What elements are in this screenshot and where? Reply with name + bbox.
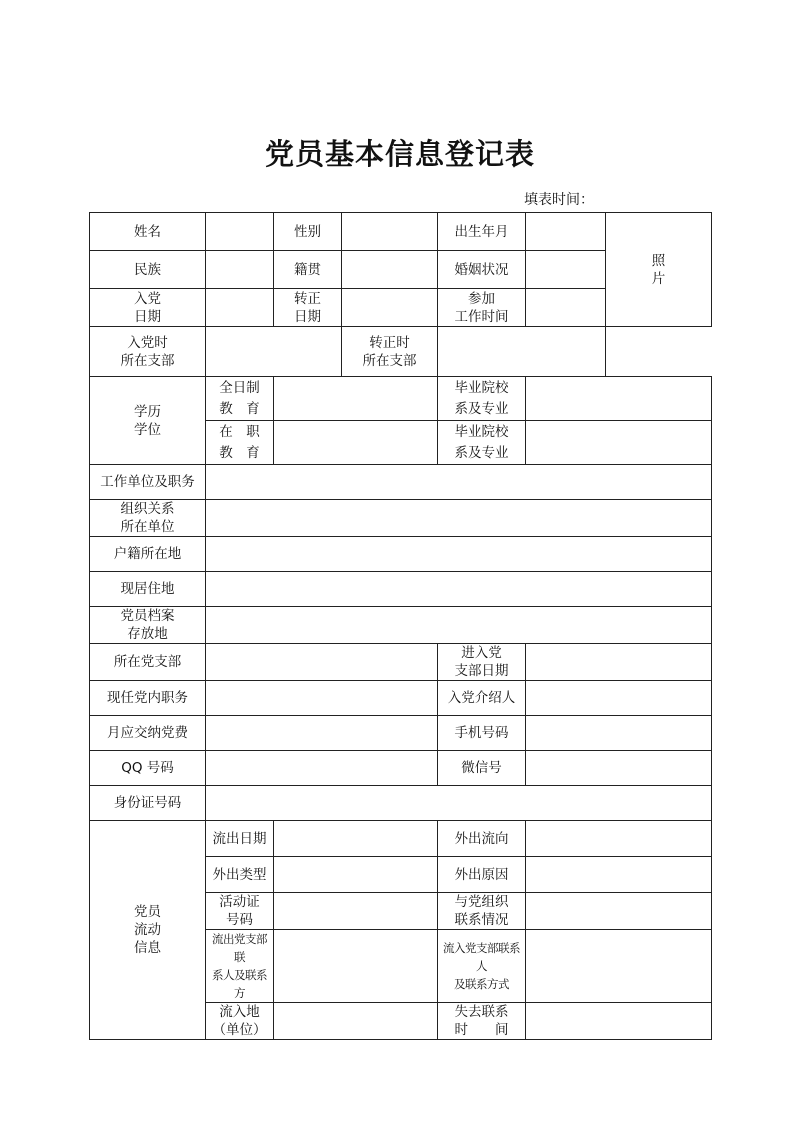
- table-row: [90, 821, 712, 857]
- registration-form: [89, 212, 711, 1040]
- member-info-table: [89, 212, 712, 1040]
- out-contact-label: 流出党支部联 系人及联系方: [206, 930, 274, 1003]
- out-type-field[interactable]: [274, 857, 438, 893]
- out-direction-field[interactable]: [526, 821, 712, 857]
- out-reason-field[interactable]: [526, 857, 712, 893]
- employer-position-field[interactable]: [206, 465, 712, 500]
- formal-date-field[interactable]: [342, 289, 438, 327]
- out-date-label: 流出日期: [206, 821, 274, 857]
- household-field[interactable]: [206, 537, 712, 572]
- residence-label: 现居住地: [90, 572, 206, 607]
- ethnicity-label: 民族: [90, 251, 206, 289]
- dues-field[interactable]: [206, 716, 438, 751]
- marital-field[interactable]: [526, 251, 606, 289]
- household-label: 户籍所在地: [90, 537, 206, 572]
- join-date-field[interactable]: [206, 289, 274, 327]
- out-date-field[interactable]: [274, 821, 438, 857]
- in-place-label: 流入地 （单位）: [206, 1003, 274, 1040]
- in-contact-label: 流入党支部联系人 及联系方式: [438, 930, 526, 1003]
- in-place-field[interactable]: [274, 1003, 438, 1040]
- phone-label: 手机号码: [438, 716, 526, 751]
- marital-label: 婚姻状况: [438, 251, 526, 289]
- qq-field[interactable]: [206, 751, 438, 786]
- id-number-label: 身份证号码: [90, 786, 206, 821]
- table-row: [90, 607, 712, 644]
- join-date-label: 入党 日期: [90, 289, 206, 327]
- party-contact-label: 与党组织 联系情况: [438, 893, 526, 930]
- table-row: [90, 213, 712, 251]
- phone-field[interactable]: [526, 716, 712, 751]
- table-row: [90, 500, 712, 537]
- org-unit-field[interactable]: [206, 500, 712, 537]
- activity-cert-field[interactable]: [274, 893, 438, 930]
- work-start-field[interactable]: [526, 289, 606, 327]
- photo-box[interactable]: [606, 213, 712, 327]
- formal-branch-field[interactable]: [438, 327, 606, 377]
- activity-cert-label: 活动证 号码: [206, 893, 274, 930]
- native-place-field[interactable]: [342, 251, 438, 289]
- org-unit-label: 组织关系 所在单位: [90, 500, 206, 537]
- table-row: [90, 537, 712, 572]
- out-direction-label: 外出流向: [438, 821, 526, 857]
- party-post-label: 现任党内职务: [90, 681, 206, 716]
- lost-contact-label: 失去联系 时 间: [438, 1003, 526, 1040]
- photo-label-1: 照: [651, 252, 666, 269]
- party-contact-field[interactable]: [526, 893, 712, 930]
- inservice-edu-field[interactable]: [274, 421, 438, 465]
- work-start-label: 参加 工作时间: [438, 289, 526, 327]
- residence-field[interactable]: [206, 572, 712, 607]
- branch-entry-field[interactable]: [526, 644, 712, 681]
- table-row: [90, 572, 712, 607]
- inservice-school-field[interactable]: [526, 421, 712, 465]
- party-post-field[interactable]: [206, 681, 438, 716]
- wechat-field[interactable]: [526, 751, 712, 786]
- in-contact-field[interactable]: [526, 930, 712, 1003]
- wechat-label: 微信号: [438, 751, 526, 786]
- education-label: 学历 学位: [90, 377, 206, 465]
- table-row: [90, 751, 712, 786]
- table-row: [90, 681, 712, 716]
- table-row: [90, 377, 712, 421]
- table-row: [90, 327, 712, 377]
- table-row: [90, 786, 712, 821]
- fulltime-edu-field[interactable]: [274, 377, 438, 421]
- native-place-label: 籍贯: [274, 251, 342, 289]
- fulltime-school-label: 毕业院校 系及专业: [438, 377, 526, 421]
- id-number-field[interactable]: [206, 786, 712, 821]
- qq-label: QQ 号码: [90, 751, 206, 786]
- fulltime-school-field[interactable]: [526, 377, 712, 421]
- join-branch-label: 入党时 所在支部: [90, 327, 206, 377]
- archive-label: 党员档案 存放地: [90, 607, 206, 644]
- inservice-edu-label: 在 职 教 育: [206, 421, 274, 465]
- dues-label: 月应交纳党费: [90, 716, 206, 751]
- branch-field[interactable]: [206, 644, 438, 681]
- page-title: 党员基本信息登记表: [264, 137, 535, 171]
- formal-date-label: 转正 日期: [274, 289, 342, 327]
- formal-branch-label: 转正时 所在支部: [342, 327, 438, 377]
- join-branch-field[interactable]: [206, 327, 342, 377]
- mobility-label: 党员 流动 信息: [90, 821, 206, 1040]
- birth-field[interactable]: [526, 213, 606, 251]
- photo-label-2: 片: [651, 270, 666, 287]
- gender-field[interactable]: [342, 213, 438, 251]
- name-field[interactable]: [206, 213, 274, 251]
- branch-entry-label: 进入党 支部日期: [438, 644, 526, 681]
- lost-contact-field[interactable]: [526, 1003, 712, 1040]
- branch-label: 所在党支部: [90, 644, 206, 681]
- table-row: [90, 465, 712, 500]
- introducer-label: 入党介绍人: [438, 681, 526, 716]
- ethnicity-field[interactable]: [206, 251, 274, 289]
- out-reason-label: 外出原因: [438, 857, 526, 893]
- employer-position-label: 工作单位及职务: [90, 465, 206, 500]
- name-label: 姓名: [90, 213, 206, 251]
- blank-cell: [606, 327, 712, 377]
- introducer-field[interactable]: [526, 681, 712, 716]
- out-type-label: 外出类型: [206, 857, 274, 893]
- table-row: [90, 716, 712, 751]
- out-contact-field[interactable]: [274, 930, 438, 1003]
- fulltime-edu-label: 全日制 教 育: [206, 377, 274, 421]
- birth-label: 出生年月: [438, 213, 526, 251]
- fill-date-label: 填表时间：: [524, 192, 594, 208]
- gender-label: 性别: [274, 213, 342, 251]
- archive-field[interactable]: [206, 607, 712, 644]
- inservice-school-label: 毕业院校 系及专业: [438, 421, 526, 465]
- table-row: [90, 644, 712, 681]
